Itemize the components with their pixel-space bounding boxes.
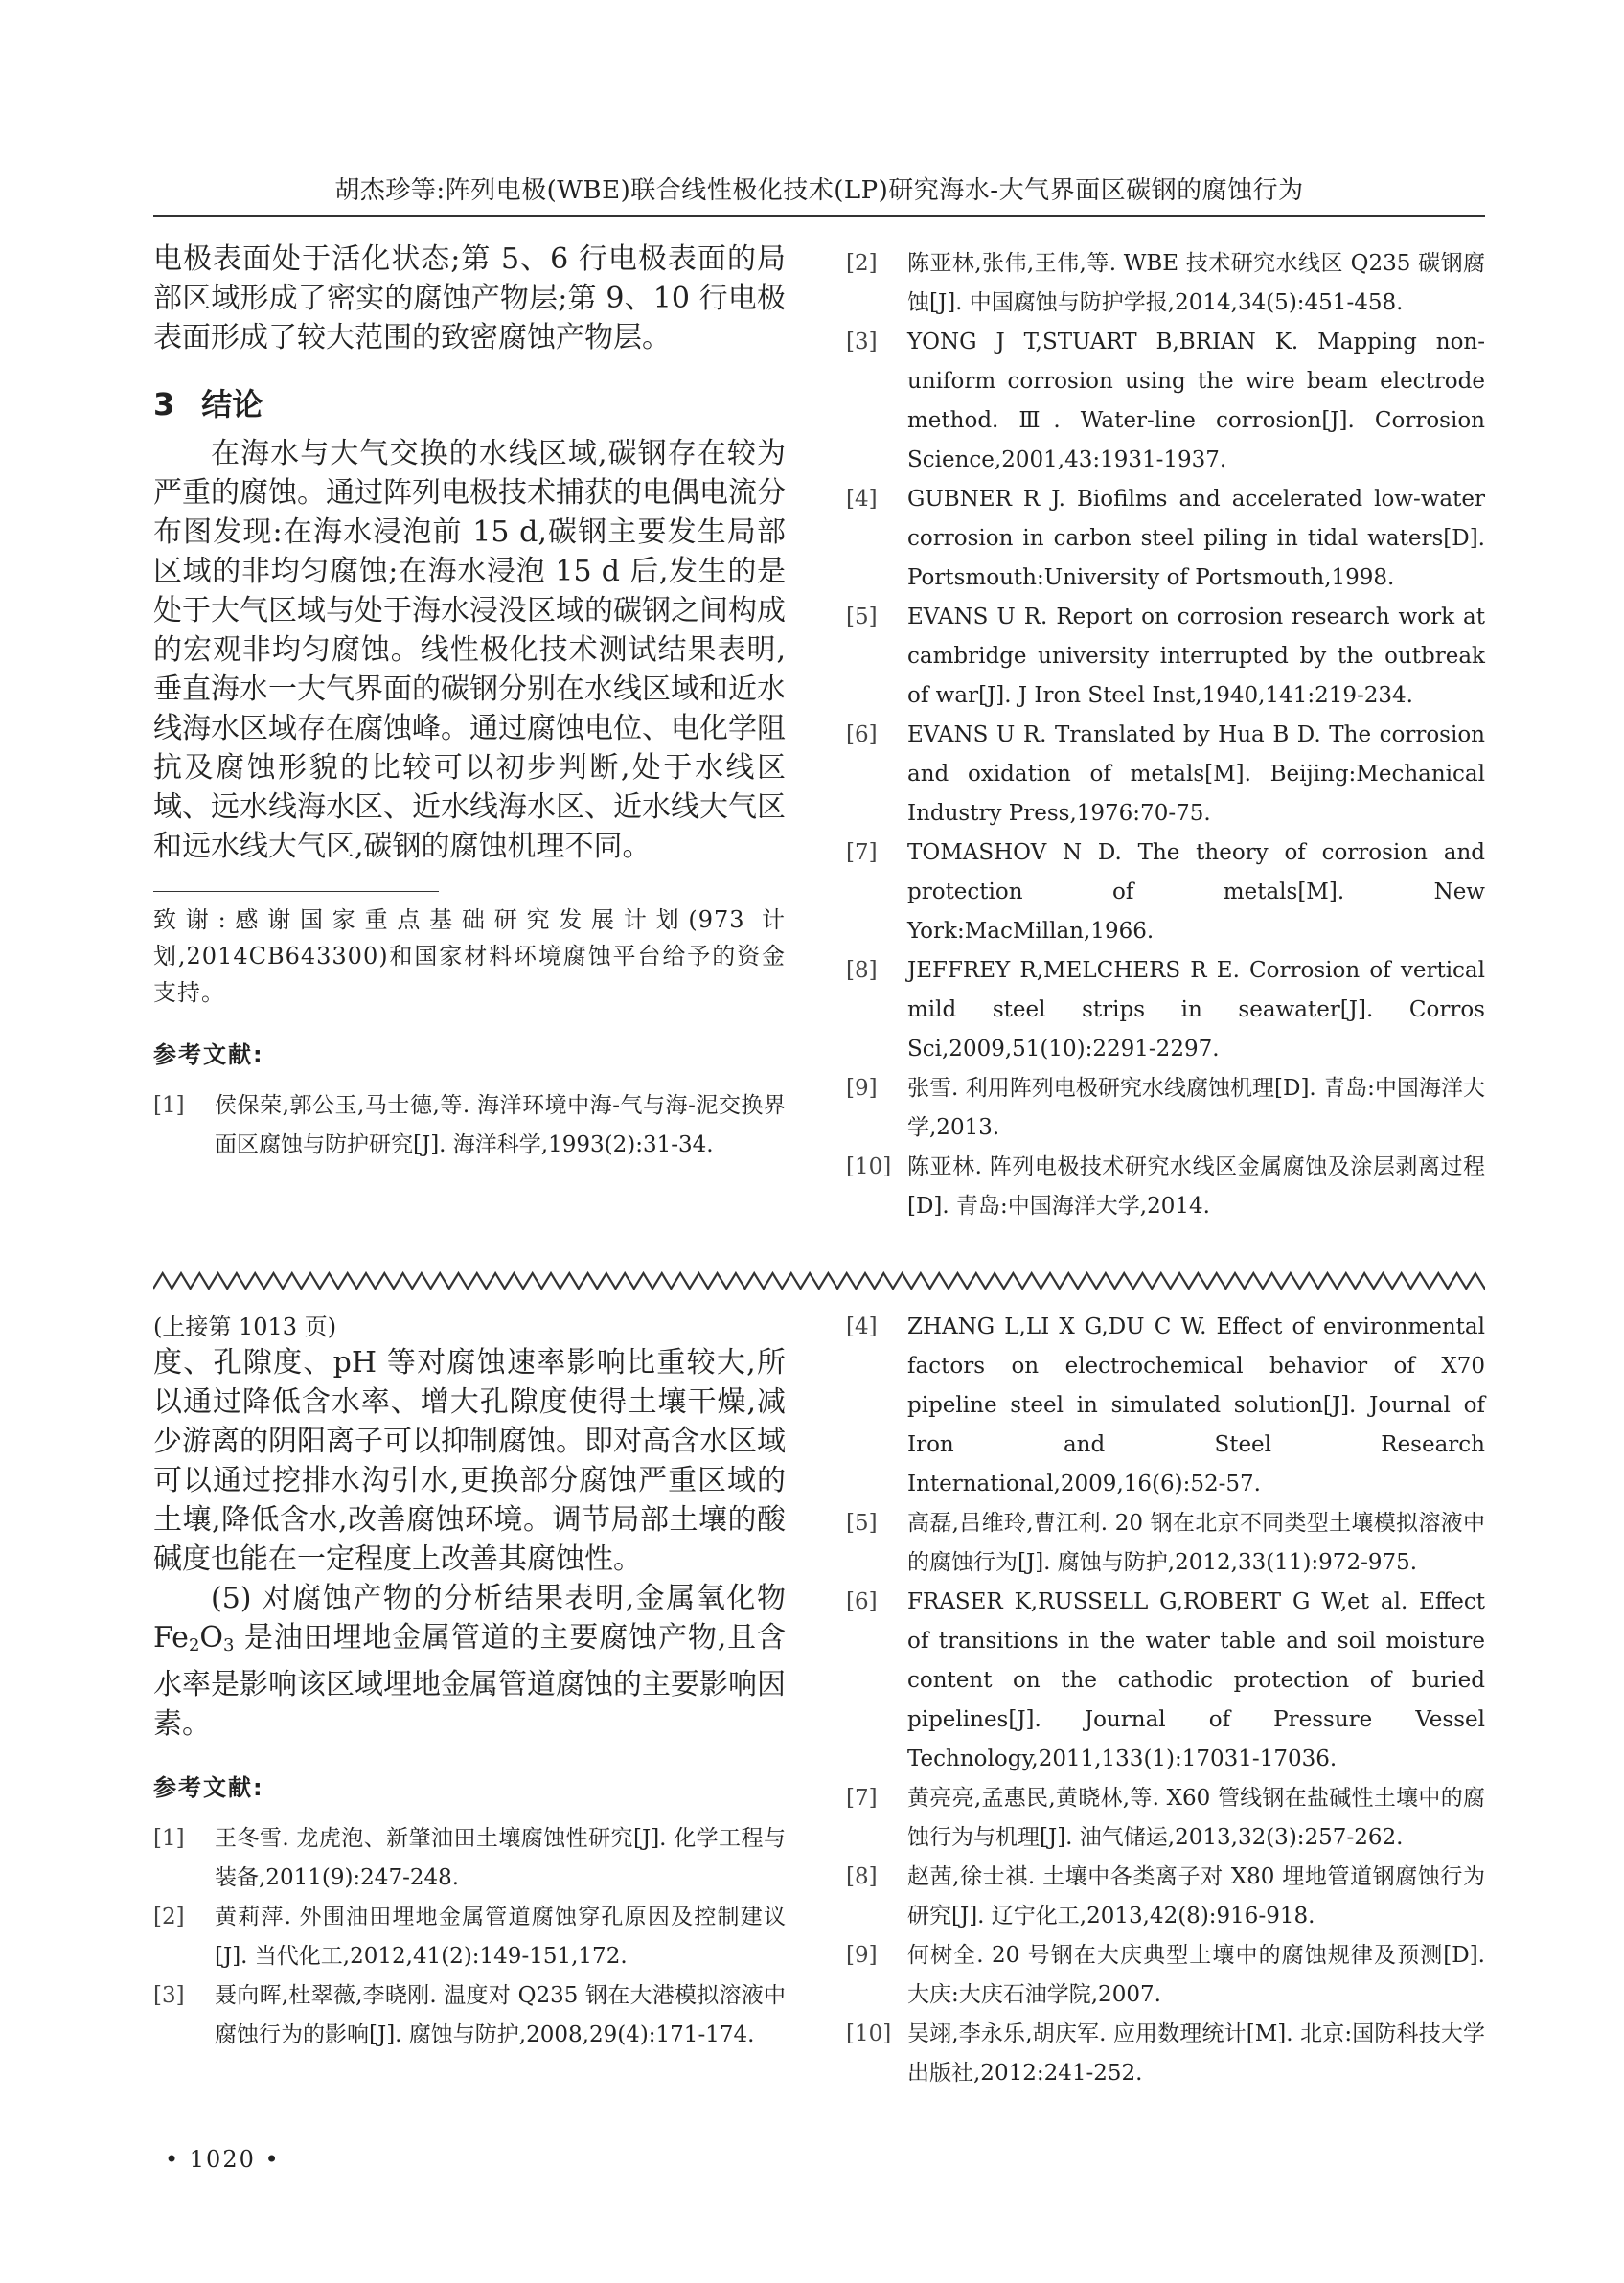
reference-text: FRASER K,RUSSELL G,ROBERT G W,et al. Effect of transitions in the water table and soil moisture content on the cathodic protection of buried pipelines[J]. Journal of Pressure Vessel Technology,2011,133(1):17031-17036. bbox=[907, 1589, 1485, 1771]
running-header: 胡杰珍等:阵列电极(WBE)联合线性极化技术(LP)研究海水-大气界面区碳钢的腐蚀行为 bbox=[334, 176, 1304, 205]
bottom-right-column bbox=[846, 1308, 1485, 2093]
reference-number: [5] bbox=[846, 605, 878, 629]
conclusion-paragraph: 在海水与大气交换的水线区域,碳钢存在较为严重的腐蚀。通过阵列电极技术捕获的电偶电流分布图发现:在海水浸泡前 15 d,碳钢主要发生局部区域的非均匀腐蚀;在海水浸泡 15 d 后,发生的是处于大气区域与处于海水浸没区域的碳钢之间构成的宏观非均匀腐蚀。线性极化技术测试结果表明,垂直海水一大气界面的碳钢分别在水线区域和近水线海水区域存在腐蚀峰。通过腐蚀电位、电化学阻抗及腐蚀形貌的比较可以初步判断,处于水线区域、远水线海水区、近水线海水区、近水线大气区和远水线大气区,碳钢的腐蚀机理不同。 bbox=[153, 437, 786, 863]
reference-item bbox=[846, 598, 1485, 716]
reference-text: EVANS U R. Report on corrosion research work at cambridge university interrupted by the outbreak of war[J]. J Iron Steel Inst,1940,141:219-234. bbox=[907, 605, 1485, 708]
reference-number: [5] bbox=[846, 1511, 878, 1536]
reference-number: [4] bbox=[846, 487, 878, 512]
reference-text: GUBNER R J. Biofilms and accelerated low-water corrosion in carbon steel piling in tidal waters[D]. Portsmouth:University of Portsmouth,1998. bbox=[907, 487, 1485, 590]
reference-item bbox=[846, 951, 1485, 1069]
subscript: 2 bbox=[188, 1635, 200, 1655]
reference-text: ZHANG L,LI X G,DU C W. Effect of environmental factors on electrochemical behavior of X70 pipeline steel in simulated solution[J]. Journal of Iron and Steel Research International,2009,16(6):52-57. bbox=[907, 1314, 1485, 1496]
reference-item bbox=[846, 2015, 1485, 2093]
body-paragraph: 度、孔隙度、pH 等对腐蚀速率影响比重较大,所以通过降低含水率、增大孔隙度使得土壤干燥,减少游离的阴阳离子可以抑制腐蚀。即对高含水区域可以通过挖排水沟引水,更换部分腐蚀严重区域的土壤,降低含水,改善腐蚀环境。调节局部土壤的酸碱度也能在一定程度上改善其腐蚀性。 bbox=[153, 1346, 786, 1576]
body-paragraph: 电极表面处于活化状态;第 5、6 行电极表面的局部区域形成了密实的腐蚀产物层;第 9、10 行电极表面形成了较大范围的致密腐蚀产物层。 bbox=[153, 242, 786, 354]
top-right-column bbox=[846, 244, 1485, 1226]
reference-number: [10] bbox=[846, 2021, 892, 2046]
reference-text: 高磊,吕维玲,曹江利. 20 钢在北京不同类型土壤模拟溶液中的腐蚀行为[J]. 腐蚀与防护,2012,33(11):972-975. bbox=[907, 1511, 1485, 1575]
wave-divider bbox=[153, 1269, 1485, 1292]
reference-item bbox=[846, 1069, 1485, 1148]
reference-item bbox=[153, 1898, 786, 1976]
text-run: (5) 对腐蚀产物的分析结果表明,金属氧化物 Fe bbox=[153, 1582, 786, 1655]
bottom-left-column bbox=[153, 1311, 786, 2055]
reference-item bbox=[153, 1086, 786, 1165]
reference-item bbox=[846, 244, 1485, 323]
reference-text: 赵茜,徐士祺. 土壤中各类离子对 X80 埋地管道钢腐蚀行为研究[J]. 辽宁化工,2013,42(8):916-918. bbox=[907, 1864, 1485, 1929]
reference-text: 聂向晖,杜翠薇,李晓刚. 温度对 Q235 钢在大港模拟溶液中腐蚀行为的影响[J]. 腐蚀与防护,2008,29(4):171-174. bbox=[215, 1983, 786, 2047]
continued-note: (上接第 1013 页) bbox=[153, 1313, 337, 1340]
reference-text: TOMASHOV N D. The theory of corrosion and protection of metals[M]. New York:MacMillan,1966. bbox=[907, 840, 1485, 944]
section-number: 3 bbox=[153, 386, 175, 422]
reference-text: 黄亮亮,孟惠民,黄晓林,等. X60 管线钢在盐碱性土壤中的腐蚀行为与机理[J]. 油气储运,2013,32(3):257-262. bbox=[907, 1786, 1485, 1850]
section-heading bbox=[153, 380, 786, 424]
reference-text: 黄莉萍. 外围油田埋地金属管道腐蚀穿孔原因及控制建议[J]. 当代化工,2012,41(2):149-151,172. bbox=[215, 1905, 786, 1969]
section-title: 结论 bbox=[201, 386, 263, 422]
footnote-rule bbox=[153, 891, 439, 892]
reference-number: [6] bbox=[846, 1589, 878, 1614]
reference-number: [4] bbox=[846, 1314, 878, 1339]
reference-item bbox=[846, 480, 1485, 598]
text-run: 是油田埋地金属管道的主要腐蚀产物,且含水率是影响该区域埋地金属管道腐蚀的主要影响因素。 bbox=[153, 1621, 786, 1741]
reference-item bbox=[846, 1504, 1485, 1583]
reference-text: JEFFREY R,MELCHERS R E. Corrosion of vertical mild steel strips in seawater[J]. Corros Sci,2009,51(10):2291-2297. bbox=[907, 958, 1485, 1062]
top-left-column bbox=[153, 240, 786, 1165]
reference-text: 侯保荣,郭公玉,马士德,等. 海洋环境中海-气与海-泥交换界面区腐蚀与防护研究[J]. 海洋科学,1993(2):31-34. bbox=[215, 1093, 786, 1157]
reference-item bbox=[846, 1779, 1485, 1858]
reference-text: 王冬雪. 龙虎泡、新肇油田土壤腐蚀性研究[J]. 化学工程与装备,2011(9):247-248. bbox=[215, 1826, 786, 1890]
reference-number: [2] bbox=[846, 251, 878, 276]
reference-text: EVANS U R. Translated by Hua B D. The corrosion and oxidation of metals[M]. Beijing:Mechanical Industry Press,1976:70-75. bbox=[907, 722, 1485, 826]
reference-text: YONG J T,STUART B,BRIAN K. Mapping non-uniform corrosion using the wire beam electrode method. Ⅲ. Water-line corrosion[J]. Corrosion Science,2001,43:1931-1937. bbox=[907, 330, 1485, 472]
text-run: O bbox=[199, 1621, 223, 1655]
reference-item bbox=[846, 1583, 1485, 1779]
reference-item bbox=[153, 1976, 786, 2055]
reference-number: [1] bbox=[153, 1826, 185, 1851]
reference-text: 吴翊,李永乐,胡庆军. 应用数理统计[M]. 北京:国防科技大学出版社,2012:241-252. bbox=[907, 2021, 1485, 2086]
reference-number: [9] bbox=[846, 1076, 878, 1101]
references-heading: 参考文献: bbox=[153, 1041, 264, 1068]
reference-number: [3] bbox=[846, 330, 878, 354]
reference-item bbox=[846, 833, 1485, 951]
reference-text: 何树全. 20 号钢在大庆典型土壤中的腐蚀规律及预测[D]. 大庆:大庆石油学院,2007. bbox=[907, 1943, 1485, 2007]
reference-item bbox=[846, 1308, 1485, 1504]
acknowledgement: 致谢:感谢国家重点基础研究发展计划(973 计划,2014CB643300)和国家材料环境腐蚀平台给予的资金支持。 bbox=[153, 906, 786, 1006]
reference-number: [7] bbox=[846, 1786, 878, 1811]
reference-number: [10] bbox=[846, 1154, 892, 1179]
reference-number: [8] bbox=[846, 1864, 878, 1889]
body-paragraph bbox=[153, 1579, 786, 1744]
reference-item bbox=[846, 323, 1485, 480]
reference-item bbox=[846, 1148, 1485, 1226]
header-rule bbox=[153, 215, 1485, 217]
reference-item bbox=[846, 1936, 1485, 2015]
reference-item bbox=[846, 1858, 1485, 1936]
reference-number: [1] bbox=[153, 1093, 185, 1118]
reference-text: 陈亚林. 阵列电极技术研究水线区金属腐蚀及涂层剥离过程[D]. 青岛:中国海洋大学,2014. bbox=[907, 1154, 1485, 1219]
reference-text: 张雪. 利用阵列电极研究水线腐蚀机理[D]. 青岛:中国海洋大学,2013. bbox=[907, 1076, 1485, 1140]
subscript: 3 bbox=[223, 1635, 235, 1655]
reference-item bbox=[846, 716, 1485, 833]
references-heading: 参考文献: bbox=[153, 1774, 264, 1801]
reference-number: [3] bbox=[153, 1983, 185, 2008]
reference-number: [7] bbox=[846, 840, 878, 865]
reference-item bbox=[153, 1819, 786, 1898]
reference-number: [9] bbox=[846, 1943, 878, 1968]
reference-number: [2] bbox=[153, 1905, 185, 1929]
reference-text: 陈亚林,张伟,王伟,等. WBE 技术研究水线区 Q235 碳钢腐蚀[J]. 中国腐蚀与防护学报,2014,34(5):451-458. bbox=[907, 251, 1485, 315]
reference-number: [8] bbox=[846, 958, 878, 983]
reference-number: [6] bbox=[846, 722, 878, 747]
page-number: • 1020 • bbox=[165, 2146, 281, 2173]
